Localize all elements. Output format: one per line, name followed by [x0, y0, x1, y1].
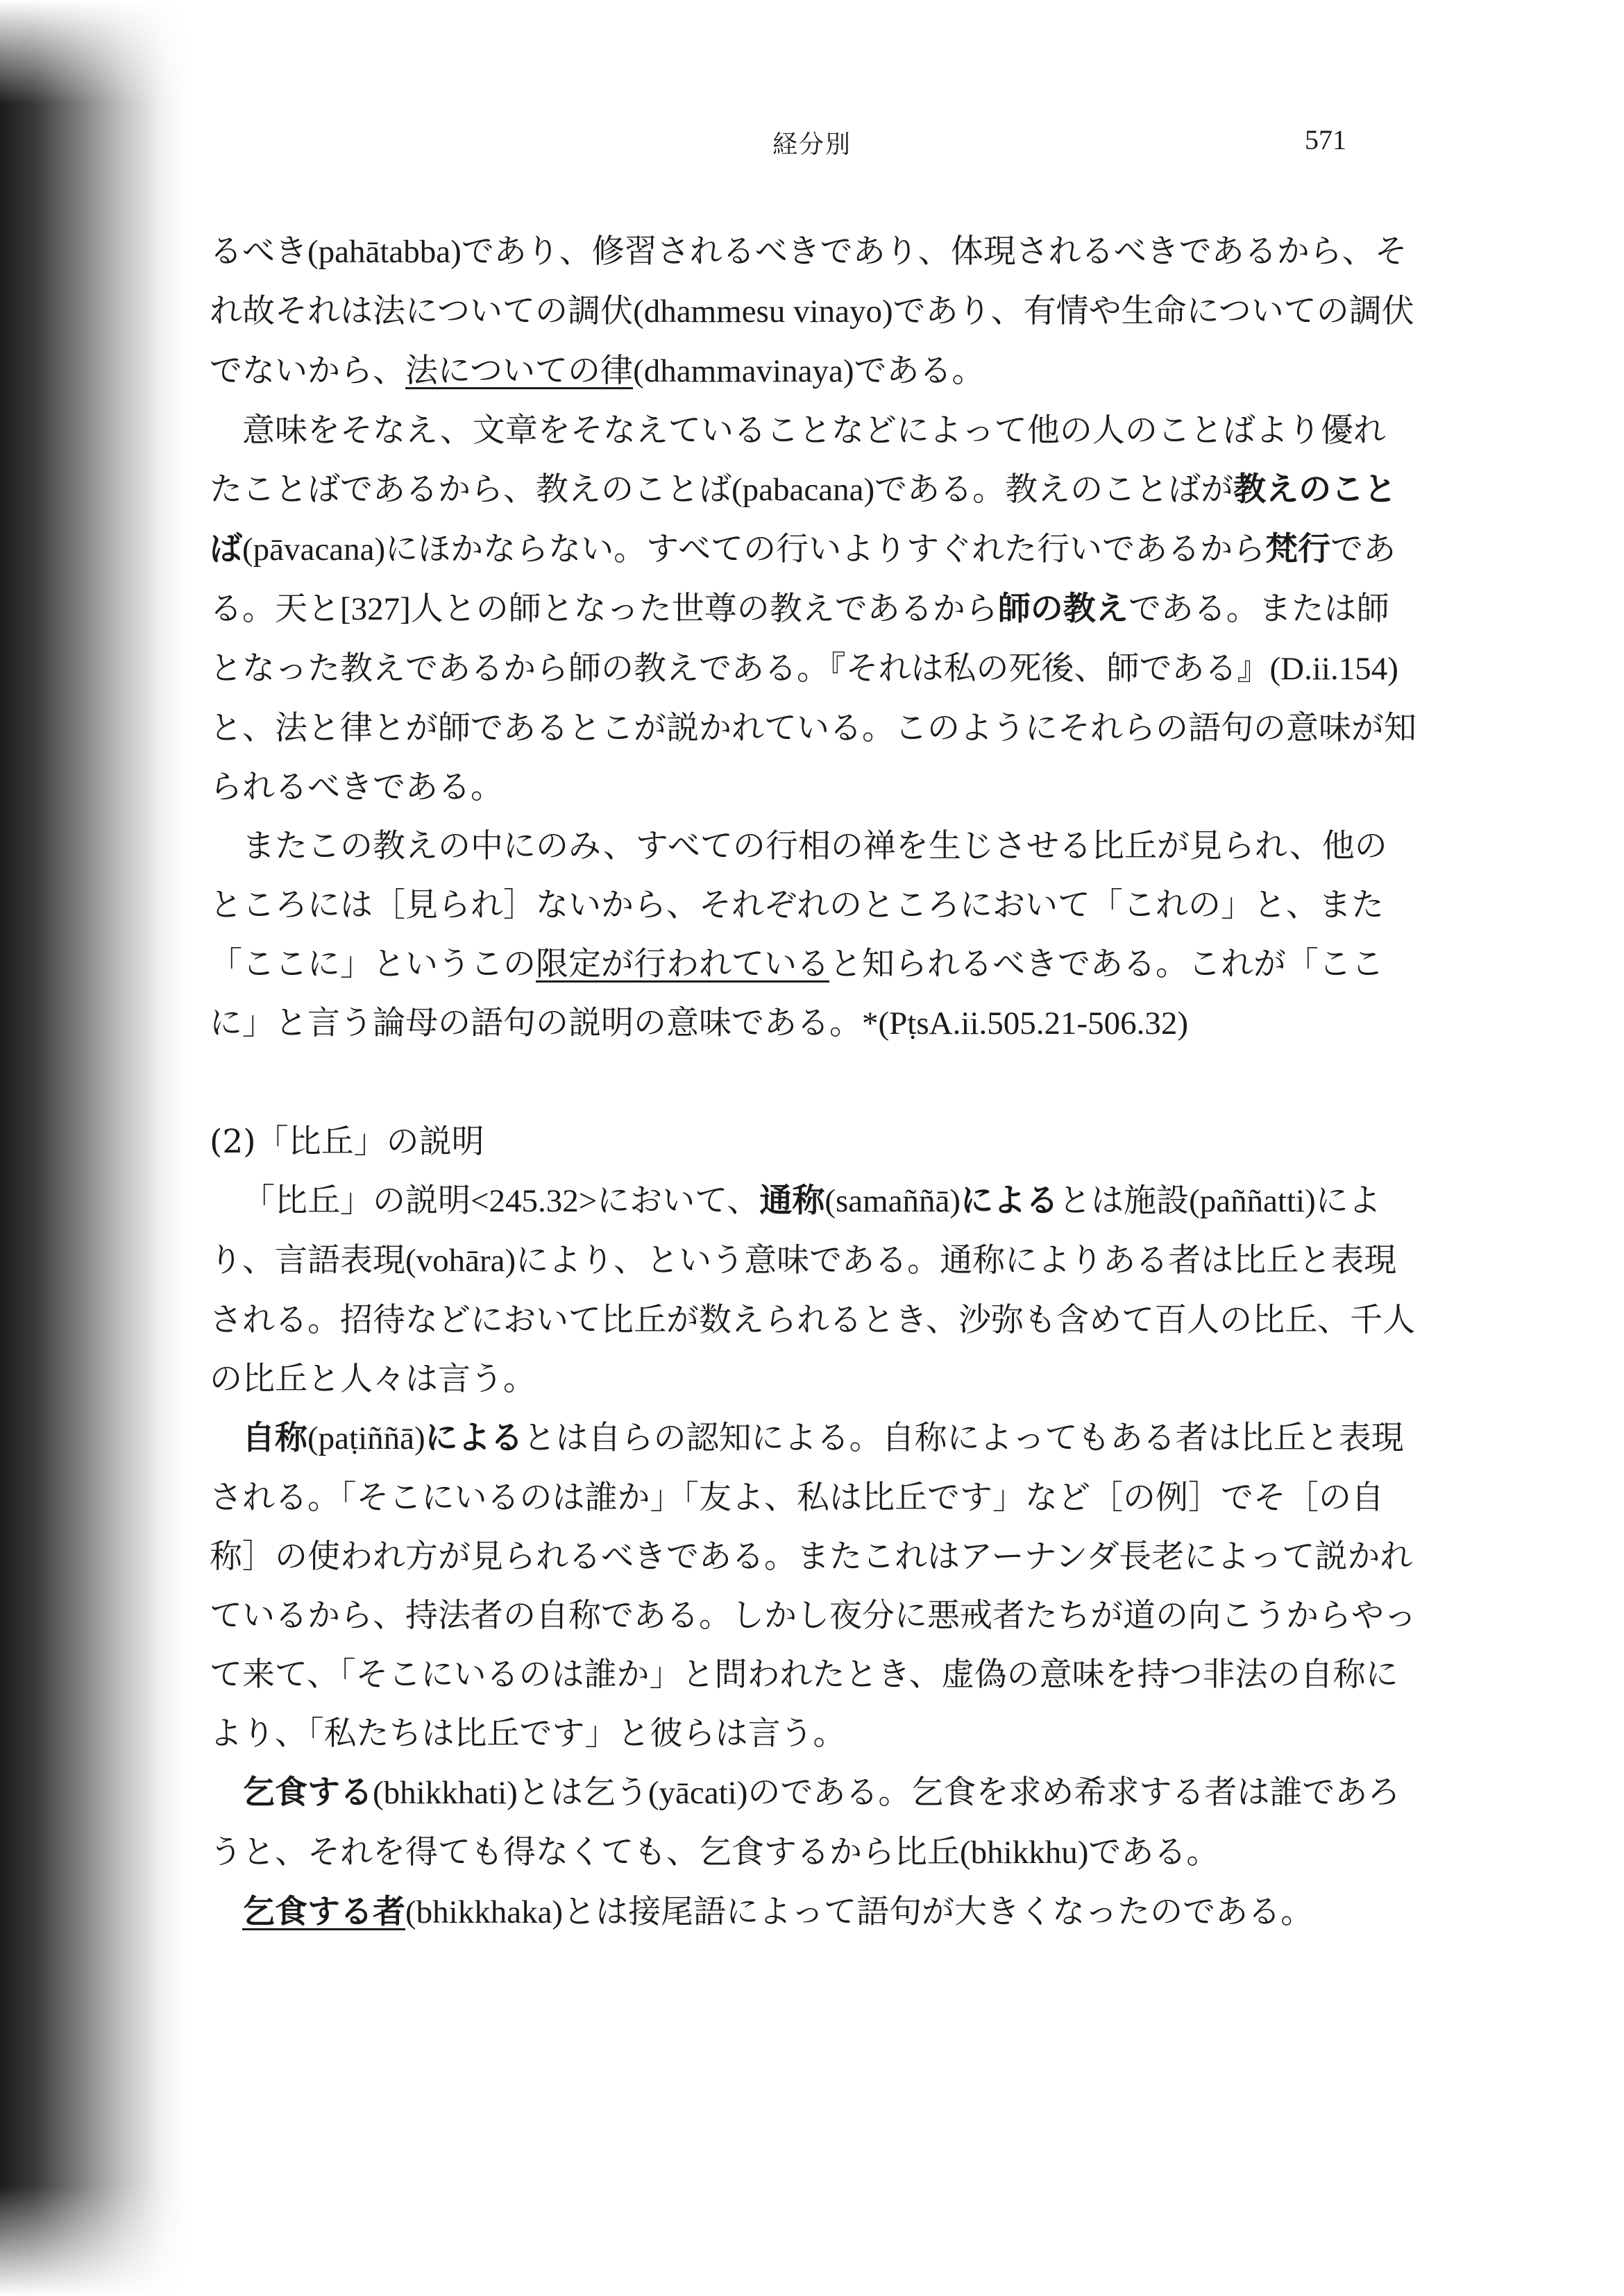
text-run: (2)「比丘」の説明 [210, 1123, 484, 1161]
pali-term: (pahātabba) [307, 234, 462, 270]
pali-term: (vohāra) [405, 1243, 516, 1279]
scan-shadow-fade [0, 2186, 187, 2296]
pali-term: (paññatti) [1189, 1183, 1316, 1219]
bold-term: 教えのことば [210, 470, 1397, 568]
text-run: により、という意味である。通称によりある者は比丘と表現される。招待などにおいて比丘が数えられるとき、沙弥も含めて百人の比丘、千人の比丘と人々は言う。 [210, 1241, 1416, 1398]
text-run: またこの教えの中にのみ、すべての行相の禅を生じさせる比丘が見られ、他のところには［見られ］ないから、それぞれのところにおいて「これの」と、また「ここに」というこの [210, 827, 1387, 983]
paragraph [210, 222, 1417, 401]
pali-term: (paṭiññā) [307, 1420, 425, 1456]
text-run: と知られるべきである。これが「ここに」と言う論母の語句の説明の意味である。 [210, 945, 1384, 1042]
section-heading [210, 1112, 1417, 1171]
text-run: である。教えのことばが [874, 470, 1234, 509]
text-run: 意味をそなえ、文章をそなえていることなどによって他の人のことばより優れたことばであるから、教えのことば [210, 411, 1386, 509]
bold-term: 梵行 [1265, 530, 1331, 568]
text-run: のである。乞食を求め希求する者は誰であろうと、それを得ても得なくても、乞食するから比丘 [210, 1774, 1401, 1871]
bold-term: 通称 [759, 1182, 825, 1220]
text-run: により、言語表現 [210, 1182, 1381, 1279]
bold-term: 師の教え [997, 590, 1128, 628]
paragraph [210, 1171, 1417, 1409]
text-run: 「比丘」の説明 [242, 1182, 471, 1220]
pali-term: (bhikkhaka) [405, 1894, 564, 1930]
bold-term [242, 1893, 405, 1931]
bold-term: による [961, 1182, 1059, 1220]
underlined-term: 限定が行われている [536, 945, 829, 983]
body-text [210, 222, 1417, 1942]
underlined-bold-term: 乞食する者 [242, 1893, 405, 1931]
text-run: とは自らの認知による。自称によってもある者は比丘と表現される。「そこにいるのは誰か」「友よ、私は比丘です」など［の例］でそ［の自称］の使われ方が見られるべきである。またこれはアーナンダ長老によって説かれているから、持法者の自称である。しかし夜分に悪戒者たちが道の向こうからやって来て、「そこにいるのは誰か」と問われたとき、虚偽の意味を持つ非法の自称により、「私たちは比丘です」と彼らは言う。 [210, 1419, 1416, 1753]
pali-term: (dhammesu vinayo) [633, 294, 893, 330]
paragraph [210, 1409, 1417, 1763]
pali-term: (D.ii.154) [1269, 651, 1398, 687]
page-number: 571 [1305, 124, 1346, 155]
scan-shadow-fade [0, 0, 187, 104]
text-run: である。または師となった教えであるから師の教えである。『それは私の死後、師である』 [210, 590, 1389, 688]
bold-term: による [425, 1419, 523, 1457]
pali-term: (bhikkhati) [373, 1775, 518, 1811]
text-run: であり、修習されるべきであり、体現されるべきであるから、それ故それは法についての調伏 [210, 232, 1407, 330]
running-header: 経分別 [772, 130, 852, 159]
text-run: である。 [854, 352, 985, 390]
text-run: と、法と律とが師であるとこが説かれている。このようにそれらの語句の意味が知られるべきである。 [210, 709, 1416, 806]
text-run: 人との師となった世尊の教えであるから [410, 590, 998, 628]
pali-term: (yācati) [648, 1775, 748, 1811]
bold-term: 乞食する [242, 1774, 373, 1812]
pali-term: <245.32> [471, 1183, 598, 1219]
paragraph [210, 1882, 1417, 1942]
pali-term: (bhikkhu) [960, 1835, 1089, 1871]
text-run: であり、有情や生命についての調伏でないから、 [210, 292, 1414, 390]
text-run: とは接尾語によって語句が大きくなったのである。 [563, 1893, 1314, 1931]
pali-term: (pāvacana) [242, 532, 386, 568]
text-run: るべき [210, 232, 307, 271]
text-run: において、 [597, 1182, 760, 1220]
underlined-term: 法についての律 [405, 352, 634, 390]
pali-term: (dhammavinaya) [633, 353, 854, 389]
text-run: である。天と [210, 530, 1396, 628]
pali-term: (pabacana) [731, 472, 875, 508]
text-run: にほかならない。すべての行いよりすぐれた行いであるから [385, 530, 1266, 568]
pali-term: *(PṭsA.ii.505.21-506.32) [862, 1005, 1188, 1041]
pali-term: (samaññā) [824, 1183, 961, 1219]
text-run: とは乞う [517, 1774, 648, 1812]
text-run: である。 [1088, 1833, 1219, 1871]
paragraph [210, 401, 1417, 817]
text-run: とは施設 [1058, 1182, 1190, 1220]
bold-term: 自称 [242, 1419, 307, 1457]
paragraph [210, 1763, 1417, 1882]
paragraph [210, 817, 1417, 1053]
scan-shadow [0, 0, 187, 2296]
pali-term: [327] [340, 591, 411, 627]
